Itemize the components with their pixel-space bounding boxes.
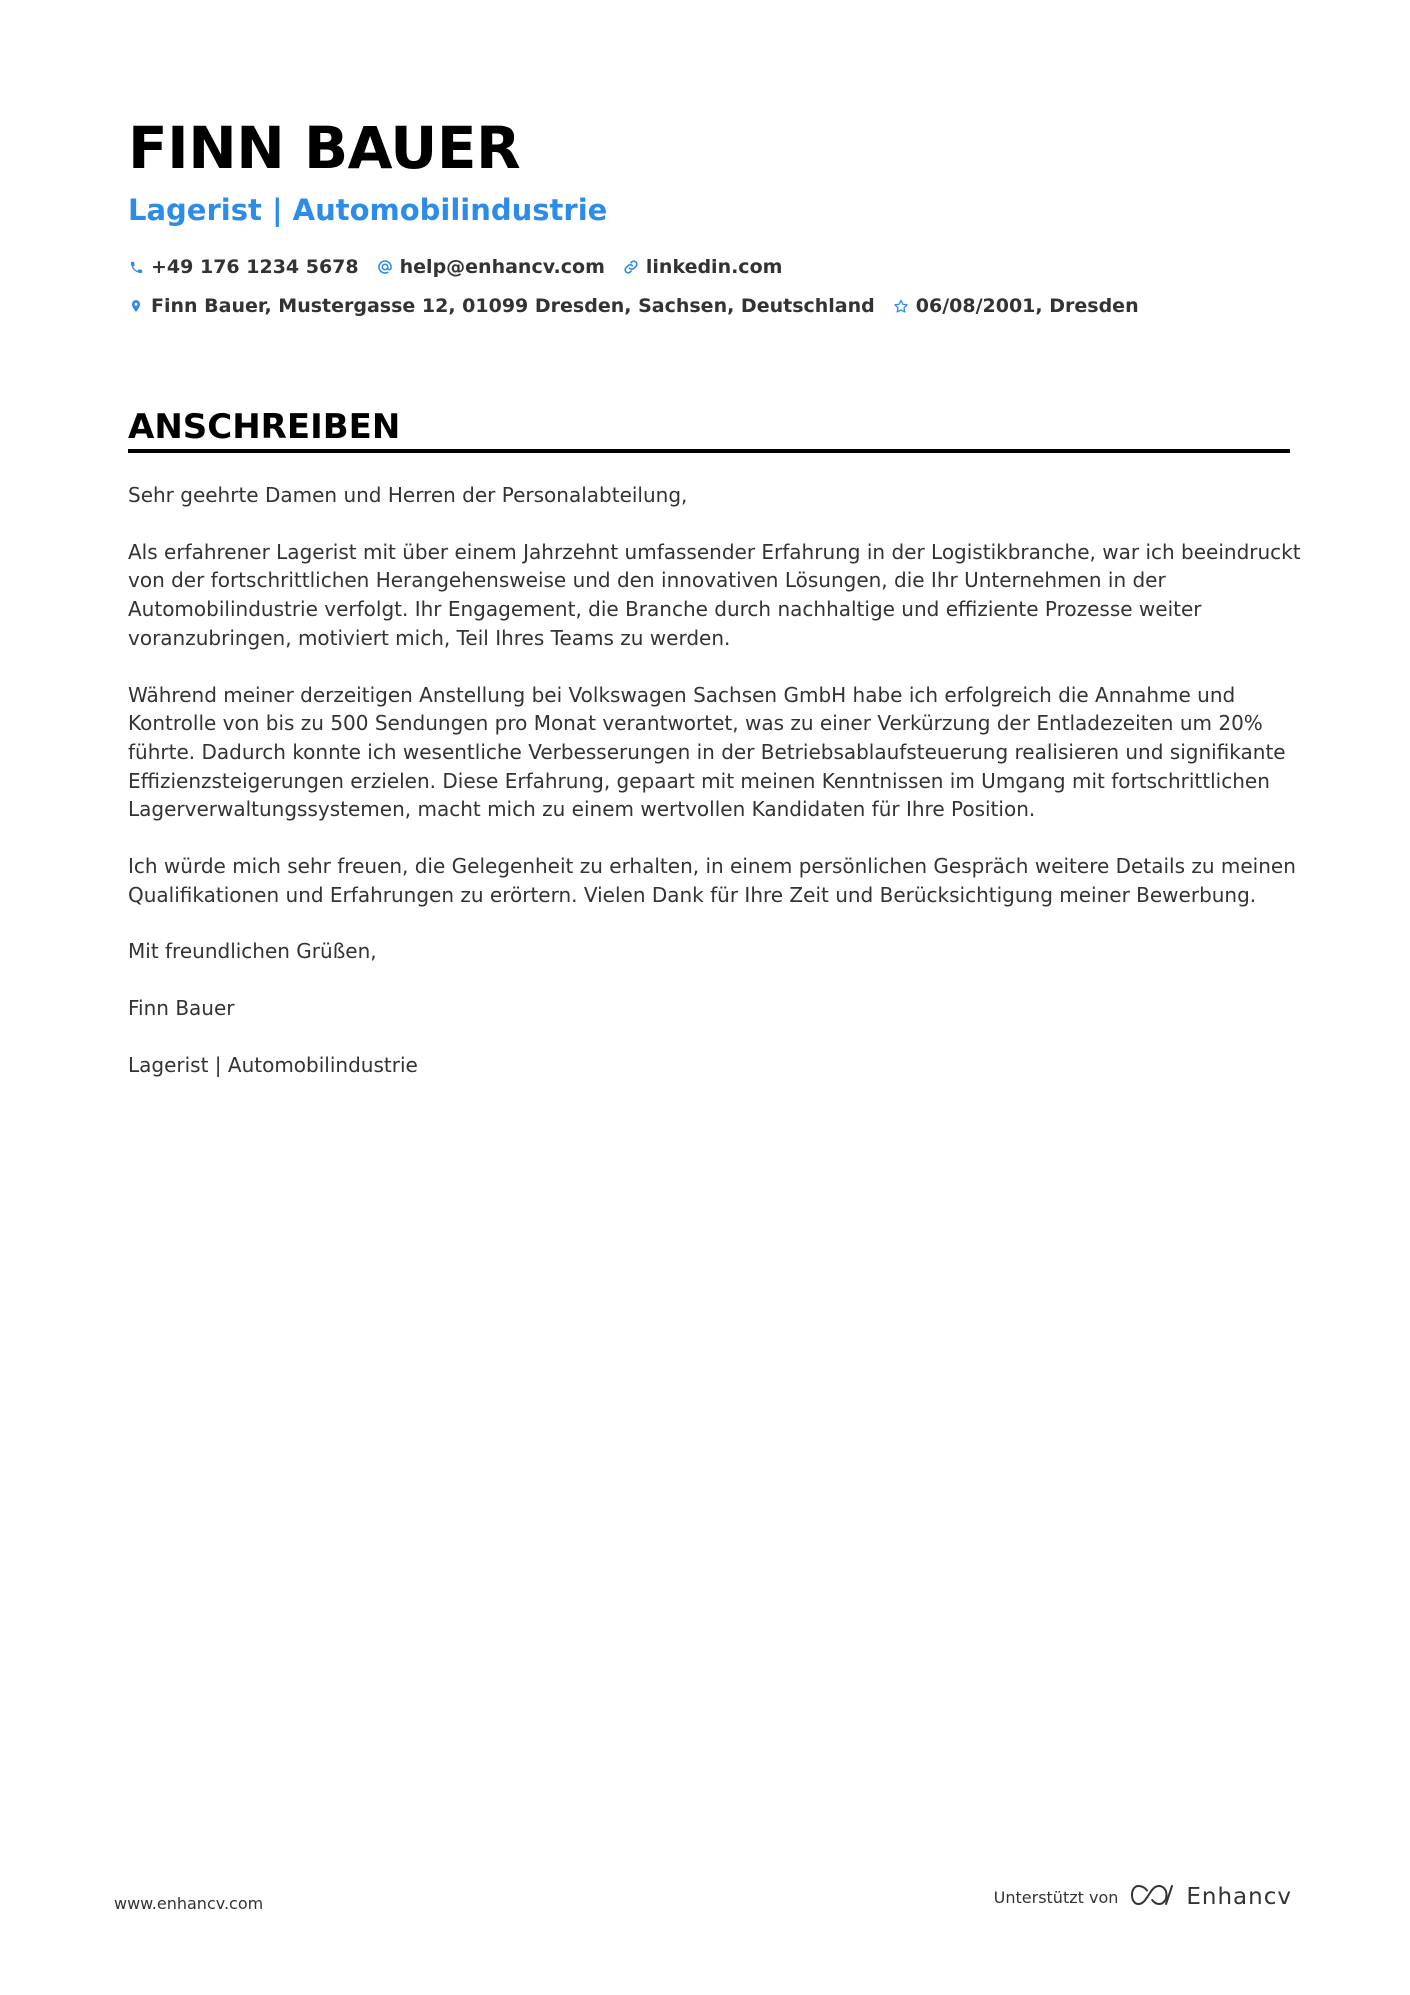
job-title: Lagerist | Automobilindustrie xyxy=(128,193,608,227)
link-text: linkedin.com xyxy=(645,256,783,278)
enhancv-logo-icon xyxy=(1130,1884,1174,1910)
contact-email[interactable] xyxy=(377,256,605,278)
phone-text: +49 176 1234 5678 xyxy=(151,256,359,278)
contact-row-1 xyxy=(128,253,782,281)
phone-icon xyxy=(128,259,144,275)
enhancv-brand[interactable] xyxy=(1130,1884,1292,1910)
birth-text: 06/08/2001, Dresden xyxy=(915,295,1139,317)
signature-name: Finn Bauer xyxy=(128,996,235,1021)
at-icon xyxy=(377,259,393,275)
contact-link[interactable] xyxy=(623,256,783,278)
salutation: Sehr geehrte Damen und Herren der Personalabteilung, xyxy=(128,483,688,507)
candidate-name: FINN BAUER xyxy=(128,114,521,182)
paragraph-experience: Während meiner derzeitigen Anstellung bei Volkswagen Sachsen GmbH habe ich erfolgreich die Annahme und Kontrolle von bis zu 500 Sendungen pro Monat verantwortet, was zu einer Verkürzung der Entladezeiten um 20% führte. Dadurch konnte ich wesentliche Verbesserungen in der Betriebsablaufsteuerung realisieren und signifikante Effizienzsteigerungen erzielen. Diese Erfahrung, gepaart mit meinen Kenntnissen im Umgang mit fortschrittlichen Lagerverwaltungssystemen, macht mich zu einem wertvollen Kandidaten für Ihre Position. xyxy=(128,682,1286,822)
location-pin-icon xyxy=(128,298,144,314)
address-text: Finn Bauer, Mustergasse 12, 01099 Dresden, Sachsen, Deutschland xyxy=(151,295,875,317)
email-text: help@enhancv.com xyxy=(399,256,605,278)
contact-phone xyxy=(128,256,359,278)
brand-name: Enhancv xyxy=(1186,1884,1292,1910)
paragraph-intro: Als erfahrener Lagerist mit über einem Jahrzehnt umfassender Erfahrung in der Logistikbranche, war ich beeindruckt von der fortschrittlichen Herangehensweise und den innovativen Lösungen, die Ihr Unternehmen in der Automobilindustrie verfolgt. Ihr Engagement, die Branche durch nachhaltige und effiziente Prozesse weiter voranzubringen, motiviert mich, Teil Ihres Teams zu werden. xyxy=(128,539,1301,650)
valediction: Mit freundlichen Grüßen, xyxy=(128,939,377,964)
section-divider xyxy=(128,449,1290,453)
letter-body xyxy=(128,481,1303,1108)
paragraph-closing: Ich würde mich sehr freuen, die Gelegenheit zu erhalten, in einem persönlichen Gespräch weitere Details zu meinen Qualifikationen und Erfahrungen zu erörtern. Vielen Dank für Ihre Zeit und Berücksichtigung meiner Bewerbung. xyxy=(128,854,1296,907)
star-icon xyxy=(893,298,909,314)
contact-address xyxy=(128,295,875,317)
footer-powered-by[interactable] xyxy=(994,1884,1292,1910)
footer-url[interactable]: www.enhancv.com xyxy=(114,1894,264,1913)
link-icon xyxy=(623,259,639,275)
powered-by-label: Unterstützt von xyxy=(993,1887,1119,1907)
contact-birth xyxy=(893,295,1139,317)
contact-row-2 xyxy=(128,292,1139,320)
signature-title: Lagerist | Automobilindustrie xyxy=(128,1052,418,1077)
section-title: ANSCHREIBEN xyxy=(128,407,401,447)
